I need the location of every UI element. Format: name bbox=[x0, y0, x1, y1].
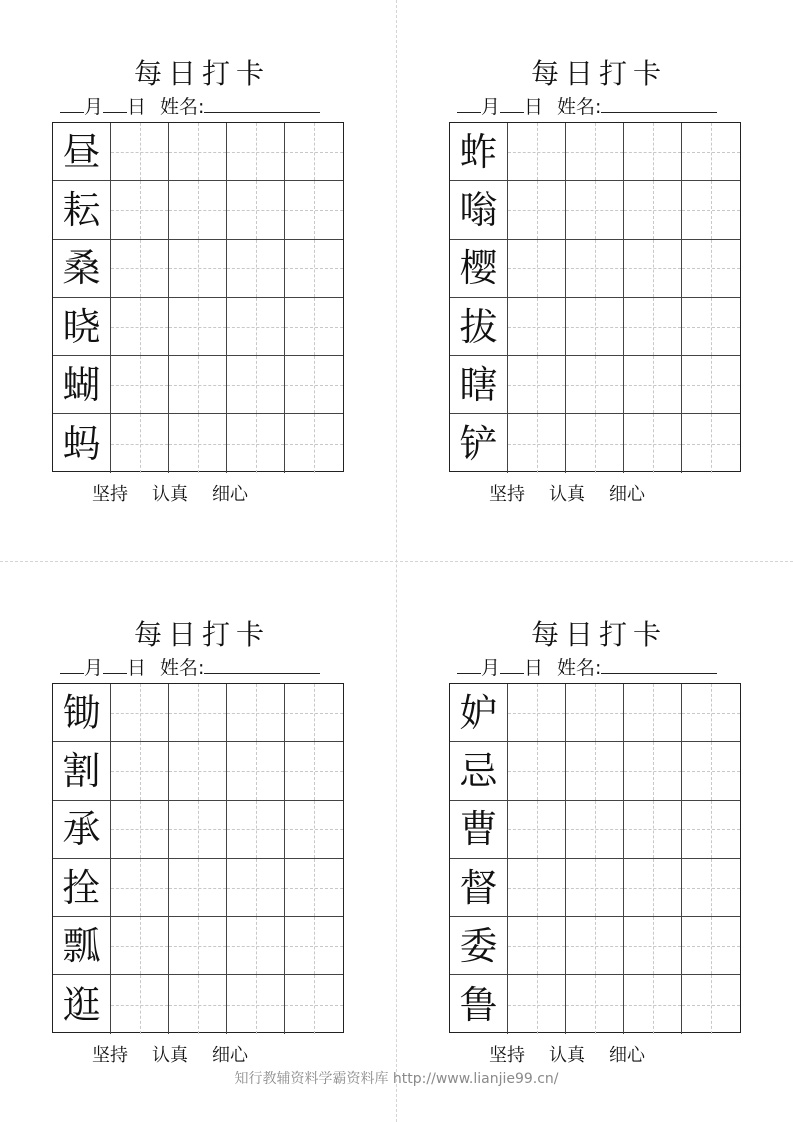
grid-row bbox=[450, 859, 740, 917]
slogan-word: 坚持 bbox=[489, 484, 525, 505]
model-character-cell bbox=[450, 181, 508, 238]
slogan-word: 坚持 bbox=[92, 1045, 128, 1066]
card-title: 每日打卡 bbox=[530, 57, 667, 90]
slogan-word: 细心 bbox=[212, 1045, 248, 1066]
practice-cell[interactable] bbox=[227, 240, 285, 297]
practice-cell[interactable] bbox=[111, 298, 169, 355]
grid-row bbox=[53, 684, 343, 742]
practice-cell[interactable] bbox=[508, 859, 566, 916]
practice-cell[interactable] bbox=[508, 917, 566, 974]
practice-cell[interactable] bbox=[169, 859, 227, 916]
model-character: 割 bbox=[62, 748, 101, 793]
practice-cell[interactable] bbox=[682, 859, 740, 916]
model-character-cell bbox=[53, 240, 111, 297]
model-character-cell bbox=[53, 684, 111, 741]
practice-cell[interactable] bbox=[624, 684, 682, 741]
grid-row bbox=[53, 181, 343, 239]
name-blank[interactable] bbox=[601, 655, 717, 674]
practice-cell[interactable] bbox=[508, 356, 566, 413]
writing-grid bbox=[449, 122, 741, 472]
practice-cell[interactable] bbox=[227, 181, 285, 238]
month-blank[interactable] bbox=[457, 655, 481, 674]
practice-cell[interactable] bbox=[169, 684, 227, 741]
slogan-word: 细心 bbox=[212, 484, 248, 505]
slogan-word: 认真 bbox=[549, 1045, 585, 1066]
model-character: 忌 bbox=[459, 748, 498, 793]
practice-cell[interactable] bbox=[682, 181, 740, 238]
model-character: 铲 bbox=[459, 421, 498, 466]
practice-cell[interactable] bbox=[566, 414, 624, 472]
practice-cell[interactable] bbox=[111, 123, 169, 180]
model-character: 妒 bbox=[459, 690, 498, 735]
practice-cell[interactable] bbox=[111, 975, 169, 1033]
grid-row bbox=[53, 298, 343, 356]
practice-cell[interactable] bbox=[227, 917, 285, 974]
practice-cell[interactable] bbox=[682, 240, 740, 297]
practice-cell[interactable] bbox=[111, 801, 169, 858]
practice-cell[interactable] bbox=[682, 801, 740, 858]
model-character: 鲁 bbox=[459, 982, 498, 1027]
model-character-cell bbox=[450, 859, 508, 916]
day-label: 日 bbox=[524, 96, 544, 118]
slogan-word: 坚持 bbox=[92, 484, 128, 505]
grid-row bbox=[53, 356, 343, 414]
grid-row bbox=[450, 801, 740, 859]
date-name-line bbox=[60, 94, 350, 118]
writing-grid bbox=[52, 122, 344, 472]
name-blank[interactable] bbox=[204, 655, 320, 674]
practice-cell[interactable] bbox=[111, 181, 169, 238]
practice-cell[interactable] bbox=[111, 684, 169, 741]
slogan bbox=[92, 484, 332, 506]
slogan bbox=[92, 1045, 332, 1067]
model-character-cell bbox=[450, 801, 508, 858]
practice-cell[interactable] bbox=[682, 123, 740, 180]
month-blank[interactable] bbox=[60, 94, 84, 113]
practice-cell[interactable] bbox=[624, 181, 682, 238]
practice-card bbox=[52, 617, 352, 1066]
practice-cell[interactable] bbox=[227, 356, 285, 413]
model-character: 督 bbox=[459, 865, 498, 910]
practice-cell[interactable] bbox=[624, 859, 682, 916]
practice-cell[interactable] bbox=[682, 298, 740, 355]
practice-cell[interactable] bbox=[566, 859, 624, 916]
practice-cell[interactable] bbox=[169, 298, 227, 355]
model-character: 承 bbox=[62, 807, 101, 852]
model-character: 逛 bbox=[62, 982, 101, 1027]
model-character-cell bbox=[53, 975, 111, 1033]
practice-cell[interactable] bbox=[169, 917, 227, 974]
practice-cell[interactable] bbox=[227, 859, 285, 916]
model-character-cell bbox=[53, 742, 111, 799]
practice-cell[interactable] bbox=[169, 123, 227, 180]
practice-card bbox=[449, 617, 749, 1066]
grid-row bbox=[53, 917, 343, 975]
date-name-line bbox=[457, 655, 747, 679]
practice-cell[interactable] bbox=[285, 684, 343, 741]
day-blank[interactable] bbox=[500, 655, 524, 674]
practice-cell[interactable] bbox=[508, 181, 566, 238]
practice-cell[interactable] bbox=[227, 801, 285, 858]
practice-cell[interactable] bbox=[169, 801, 227, 858]
model-character: 樱 bbox=[459, 246, 498, 291]
model-character: 蚂 bbox=[62, 421, 101, 466]
card-title: 每日打卡 bbox=[133, 57, 270, 90]
name-blank[interactable] bbox=[601, 94, 717, 113]
name-label: 姓名: bbox=[557, 657, 602, 679]
slogan bbox=[489, 484, 729, 506]
month-label: 月 bbox=[481, 657, 501, 679]
month-label: 月 bbox=[84, 96, 104, 118]
practice-cell[interactable] bbox=[111, 356, 169, 413]
practice-cell[interactable] bbox=[508, 240, 566, 297]
model-character-cell bbox=[53, 181, 111, 238]
practice-cell[interactable] bbox=[285, 859, 343, 916]
grid-row bbox=[53, 975, 343, 1033]
practice-cell[interactable] bbox=[285, 801, 343, 858]
practice-cell[interactable] bbox=[682, 414, 740, 472]
slogan-word: 认真 bbox=[152, 484, 188, 505]
card-title: 每日打卡 bbox=[133, 618, 270, 651]
name-blank[interactable] bbox=[204, 94, 320, 113]
practice-card bbox=[449, 56, 749, 505]
practice-cell[interactable] bbox=[508, 684, 566, 741]
practice-cell[interactable] bbox=[682, 684, 740, 741]
practice-cell[interactable] bbox=[227, 684, 285, 741]
day-blank[interactable] bbox=[103, 94, 127, 113]
practice-cell[interactable] bbox=[227, 123, 285, 180]
model-character: 嗡 bbox=[459, 187, 498, 232]
practice-cell[interactable] bbox=[566, 123, 624, 180]
grid-row bbox=[53, 123, 343, 181]
practice-cell[interactable] bbox=[624, 414, 682, 472]
practice-cell[interactable] bbox=[508, 298, 566, 355]
writing-grid bbox=[449, 683, 741, 1033]
grid-row bbox=[450, 975, 740, 1033]
model-character-cell bbox=[53, 356, 111, 413]
grid-row bbox=[53, 801, 343, 859]
practice-cell[interactable] bbox=[682, 356, 740, 413]
practice-cell[interactable] bbox=[111, 859, 169, 916]
practice-cell[interactable] bbox=[566, 684, 624, 741]
model-character: 桑 bbox=[62, 246, 101, 291]
model-character: 晓 bbox=[62, 304, 101, 349]
date-name-line bbox=[457, 94, 747, 118]
model-character-cell bbox=[53, 917, 111, 974]
practice-cell[interactable] bbox=[285, 742, 343, 799]
writing-grid bbox=[52, 683, 344, 1033]
model-character: 蚱 bbox=[459, 129, 498, 174]
model-character-cell bbox=[450, 684, 508, 741]
practice-cell[interactable] bbox=[227, 414, 285, 472]
model-character-cell bbox=[450, 742, 508, 799]
grid-row bbox=[450, 742, 740, 800]
practice-cell[interactable] bbox=[624, 298, 682, 355]
model-character-cell bbox=[53, 414, 111, 472]
footer-watermark: 知行教辅资料学霸资料库 http://www.lianjie99.cn/ bbox=[234, 1071, 559, 1087]
practice-cell[interactable] bbox=[285, 356, 343, 413]
model-character: 锄 bbox=[62, 690, 101, 735]
grid-row bbox=[450, 356, 740, 414]
name-label: 姓名: bbox=[557, 96, 602, 118]
practice-cell[interactable] bbox=[624, 742, 682, 799]
practice-card bbox=[52, 56, 352, 505]
grid-row bbox=[450, 414, 740, 472]
practice-cell[interactable] bbox=[227, 742, 285, 799]
practice-cell[interactable] bbox=[624, 975, 682, 1033]
day-label: 日 bbox=[127, 657, 147, 679]
practice-cell[interactable] bbox=[169, 414, 227, 472]
grid-row bbox=[450, 181, 740, 239]
practice-cell[interactable] bbox=[508, 414, 566, 472]
model-character: 委 bbox=[459, 923, 498, 968]
practice-cell[interactable] bbox=[111, 240, 169, 297]
model-character-cell bbox=[53, 123, 111, 180]
slogan bbox=[489, 1045, 729, 1067]
model-character-cell bbox=[450, 298, 508, 355]
month-blank[interactable] bbox=[457, 94, 481, 113]
practice-cell[interactable] bbox=[285, 240, 343, 297]
model-character-cell bbox=[450, 917, 508, 974]
month-blank[interactable] bbox=[60, 655, 84, 674]
model-character: 昼 bbox=[62, 129, 101, 174]
practice-cell[interactable] bbox=[285, 123, 343, 180]
day-blank[interactable] bbox=[103, 655, 127, 674]
grid-row bbox=[450, 917, 740, 975]
day-blank[interactable] bbox=[500, 94, 524, 113]
grid-row bbox=[53, 859, 343, 917]
model-character-cell bbox=[53, 859, 111, 916]
practice-cell[interactable] bbox=[508, 975, 566, 1033]
practice-cell[interactable] bbox=[285, 298, 343, 355]
day-label: 日 bbox=[127, 96, 147, 118]
model-character: 蝴 bbox=[62, 362, 101, 407]
model-character: 曹 bbox=[459, 807, 498, 852]
grid-row bbox=[53, 414, 343, 472]
practice-cell[interactable] bbox=[285, 917, 343, 974]
date-name-line bbox=[60, 655, 350, 679]
practice-cell[interactable] bbox=[285, 181, 343, 238]
day-label: 日 bbox=[524, 657, 544, 679]
grid-row bbox=[53, 742, 343, 800]
practice-cell[interactable] bbox=[169, 356, 227, 413]
practice-cell[interactable] bbox=[285, 414, 343, 472]
grid-row bbox=[450, 298, 740, 356]
slogan-word: 认真 bbox=[152, 1045, 188, 1066]
model-character: 拔 bbox=[459, 304, 498, 349]
practice-cell[interactable] bbox=[169, 240, 227, 297]
practice-cell[interactable] bbox=[624, 123, 682, 180]
slogan-word: 认真 bbox=[549, 484, 585, 505]
model-character: 瓢 bbox=[62, 923, 101, 968]
model-character: 耘 bbox=[62, 187, 101, 232]
card-title: 每日打卡 bbox=[530, 618, 667, 651]
practice-cell[interactable] bbox=[624, 917, 682, 974]
slogan-word: 坚持 bbox=[489, 1045, 525, 1066]
practice-cell[interactable] bbox=[682, 742, 740, 799]
practice-cell[interactable] bbox=[682, 917, 740, 974]
month-label: 月 bbox=[481, 96, 501, 118]
grid-row bbox=[450, 240, 740, 298]
model-character: 拴 bbox=[62, 865, 101, 910]
grid-row bbox=[53, 240, 343, 298]
practice-cell[interactable] bbox=[111, 917, 169, 974]
model-character-cell bbox=[53, 801, 111, 858]
practice-cell[interactable] bbox=[169, 975, 227, 1033]
practice-cell[interactable] bbox=[624, 801, 682, 858]
practice-cell[interactable] bbox=[285, 975, 343, 1033]
practice-cell[interactable] bbox=[566, 298, 624, 355]
practice-cell[interactable] bbox=[566, 801, 624, 858]
month-label: 月 bbox=[84, 657, 104, 679]
practice-cell[interactable] bbox=[566, 240, 624, 297]
practice-cell[interactable] bbox=[111, 414, 169, 472]
slogan-word: 细心 bbox=[609, 484, 645, 505]
grid-row bbox=[450, 123, 740, 181]
practice-cell[interactable] bbox=[682, 975, 740, 1033]
practice-cell[interactable] bbox=[508, 123, 566, 180]
model-character: 瞎 bbox=[459, 362, 498, 407]
grid-row bbox=[450, 684, 740, 742]
name-label: 姓名: bbox=[160, 657, 205, 679]
practice-cell[interactable] bbox=[624, 356, 682, 413]
model-character-cell bbox=[450, 240, 508, 297]
model-character-cell bbox=[450, 123, 508, 180]
practice-cell[interactable] bbox=[566, 975, 624, 1033]
practice-cell[interactable] bbox=[566, 742, 624, 799]
practice-cell[interactable] bbox=[566, 356, 624, 413]
practice-cell[interactable] bbox=[508, 742, 566, 799]
practice-cell[interactable] bbox=[566, 181, 624, 238]
practice-cell[interactable] bbox=[227, 298, 285, 355]
practice-cell[interactable] bbox=[111, 742, 169, 799]
practice-cell[interactable] bbox=[624, 240, 682, 297]
practice-cell[interactable] bbox=[566, 917, 624, 974]
model-character-cell bbox=[450, 414, 508, 472]
practice-cell[interactable] bbox=[169, 742, 227, 799]
model-character-cell bbox=[53, 298, 111, 355]
slogan-word: 细心 bbox=[609, 1045, 645, 1066]
practice-cell[interactable] bbox=[169, 181, 227, 238]
model-character-cell bbox=[450, 975, 508, 1033]
practice-cell[interactable] bbox=[508, 801, 566, 858]
practice-cell[interactable] bbox=[227, 975, 285, 1033]
page-divider-horizontal bbox=[0, 561, 793, 562]
name-label: 姓名: bbox=[160, 96, 205, 118]
model-character-cell bbox=[450, 356, 508, 413]
